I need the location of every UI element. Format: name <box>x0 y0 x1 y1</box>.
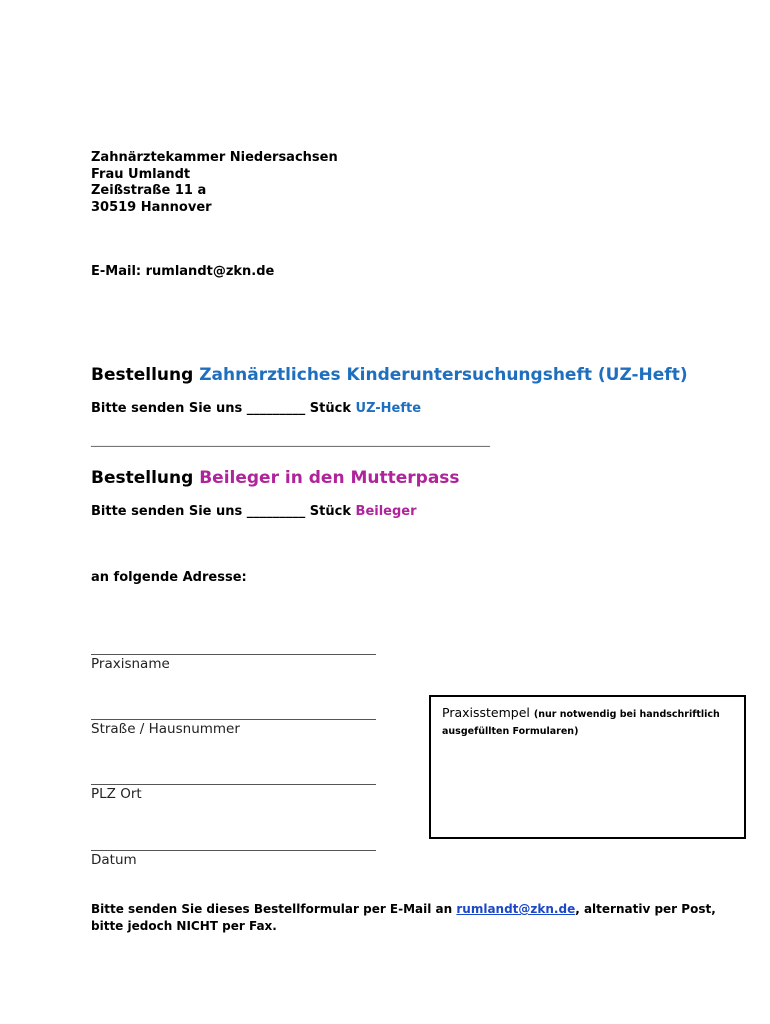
order-beileger-quantity-line <box>91 504 417 519</box>
footer-text-after: , alternativ per Post, <box>575 902 716 916</box>
order-uz-heading <box>91 365 688 385</box>
order-beileger-title: Beileger in den Mutterpass <box>199 468 460 488</box>
plz-ort-input-line[interactable] <box>91 784 376 785</box>
footer-line-2: bitte jedoch NICHT per Fax. <box>91 919 277 933</box>
order-beileger-text: Bitte senden Sie uns _________ Stück <box>91 504 356 519</box>
footer-instructions <box>91 901 716 935</box>
praxisname-input-line[interactable] <box>91 654 376 655</box>
datum-label: Datum <box>91 852 137 868</box>
order-beileger-prefix: Bestellung <box>91 468 200 488</box>
plz-ort-label: PLZ Ort <box>91 786 142 802</box>
address-line-person: Frau Umlandt <box>91 166 191 182</box>
order-uz-prefix: Bestellung <box>91 365 200 385</box>
order-uz-item: UZ-Hefte <box>355 401 422 416</box>
address-prompt: an folgende Adresse: <box>91 570 247 585</box>
order-beileger-heading <box>91 468 460 488</box>
footer-line-1 <box>91 901 716 918</box>
praxisname-label: Praxisname <box>91 656 170 672</box>
practice-stamp-box[interactable] <box>429 695 746 839</box>
strasse-label: Straße / Hausnummer <box>91 721 240 737</box>
section-separator: ____________________________________________________________________________ <box>91 435 490 447</box>
practice-stamp-caption <box>442 705 732 739</box>
email-contact: E-Mail: rumlandt@zkn.de <box>91 264 275 279</box>
footer-email-link[interactable]: rumlandt@zkn.de <box>456 902 576 916</box>
stamp-label: Praxisstempel <box>442 705 534 720</box>
recipient-address <box>91 150 338 216</box>
order-beileger-item: Beileger <box>355 504 417 519</box>
address-line-city: 30519 Hannover <box>91 199 212 215</box>
order-uz-quantity-line <box>91 401 421 416</box>
footer-text-before: Bitte senden Sie dieses Bestellformular per E-Mail an <box>91 902 457 916</box>
stamp-note: (nur notwendig bei handschriftlich ausgefüllten Formularen) <box>442 709 720 737</box>
address-line-org: Zahnärztekammer Niedersachsen <box>91 150 338 165</box>
order-uz-text: Bitte senden Sie uns _________ Stück <box>91 401 356 416</box>
address-line-street: Zeißstraße 11 a <box>91 183 207 198</box>
datum-input-line[interactable] <box>91 850 376 851</box>
strasse-input-line[interactable] <box>91 719 376 720</box>
order-uz-title: Zahnärztliches Kinderuntersuchungsheft (UZ-Heft) <box>199 365 688 385</box>
